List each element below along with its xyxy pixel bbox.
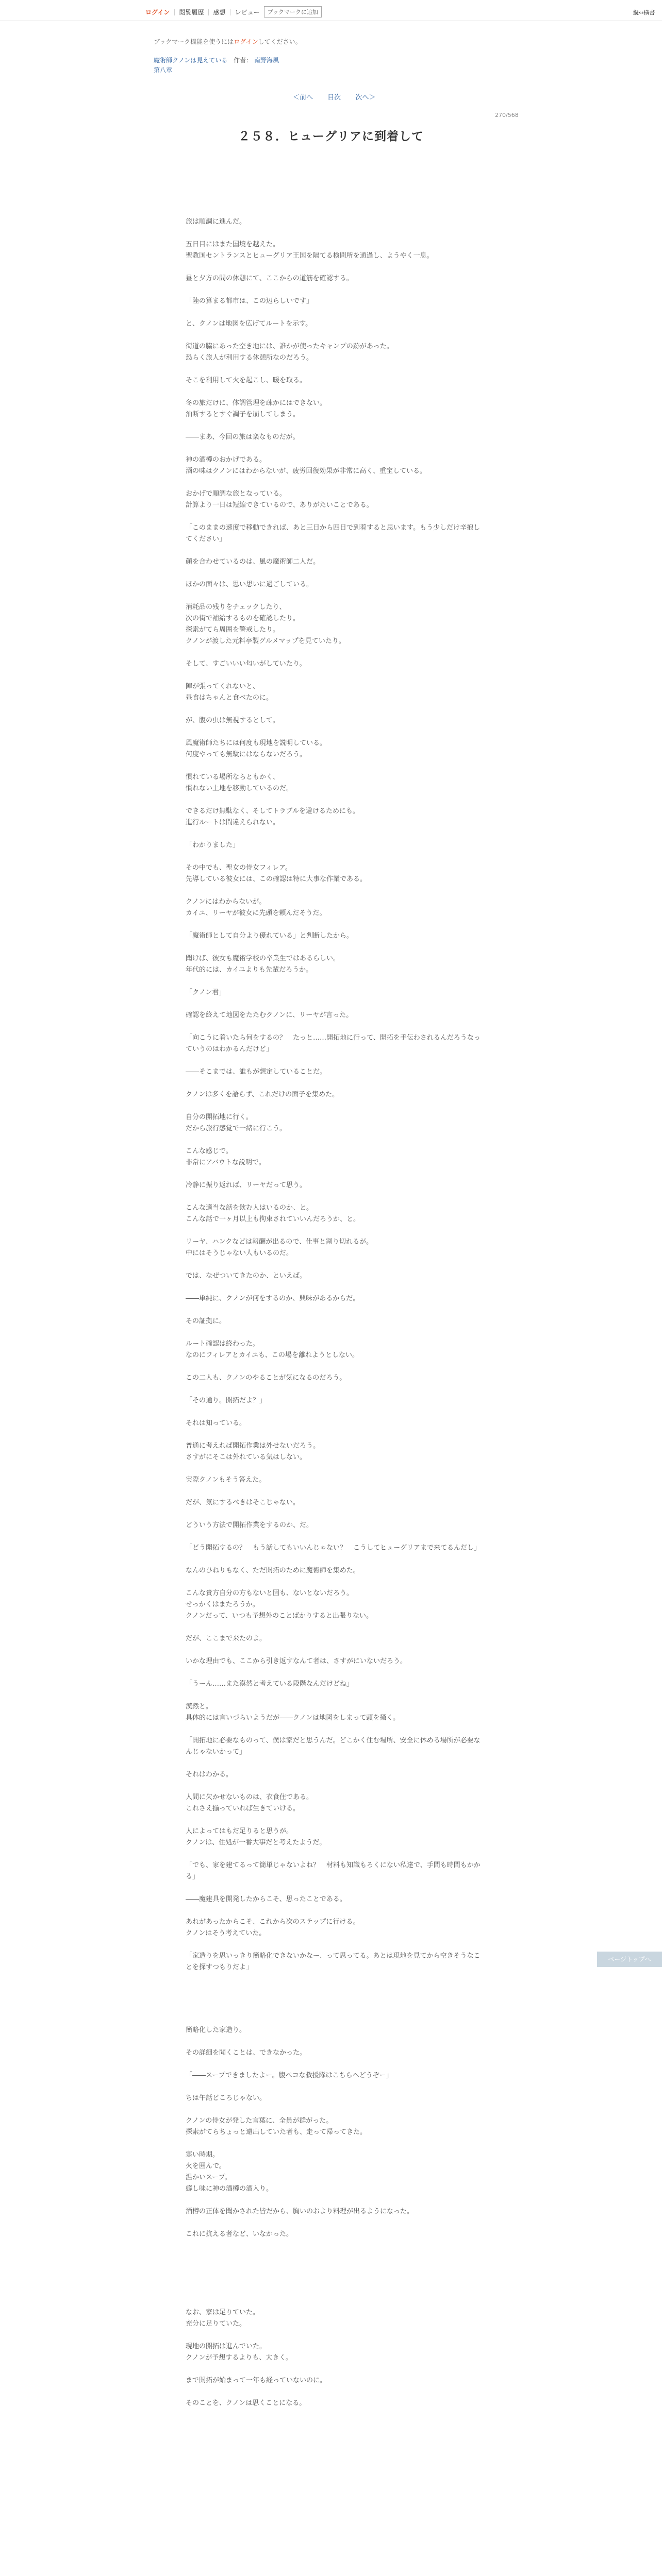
blank-line <box>186 1577 485 1588</box>
blank-line <box>186 284 485 296</box>
blank-line <box>186 1191 485 1202</box>
top-bar <box>0 0 662 21</box>
novel-line: 「どう開拓するの？ もう話してもいいんじゃない？ こうしてヒューグリアまで来てるんだし」 <box>186 1544 481 1552</box>
novel-line: 酒樽の正体を聞かされた皆だから、胸いのおより料理が出るようになった。 <box>186 2208 414 2215</box>
novel-line: 探索がてらちょっと遠出していた者も、走って帰ってきた。 <box>186 2128 367 2136</box>
blank-line <box>186 1849 485 1860</box>
chapter-number: 270/568 <box>495 112 519 118</box>
blank-line <box>186 262 485 273</box>
blank-line <box>186 2386 485 2398</box>
blank-line <box>186 1667 485 1679</box>
blank-line <box>186 1282 485 1293</box>
next-link[interactable]: 次へ＞ <box>355 94 376 101</box>
blank-line <box>186 420 485 432</box>
novel-line: 神の酒樽のおかげである。 <box>186 456 267 464</box>
blank-line <box>186 1724 485 1735</box>
novel-line: 寒い時期。 <box>186 2151 220 2159</box>
page-top-button[interactable]: ページトップへ <box>597 1952 662 1967</box>
novel-line: クノンは、住処が一番大事だと考えたようだ。 <box>186 1839 326 1846</box>
novel-line: 計算より一日は短縮できているので、ありがたいことである。 <box>186 501 373 509</box>
novel-line: 油断するとすぐ調子を崩してしまう。 <box>186 411 300 418</box>
novel-line: 聞けば、彼女も魔術学校の卒業生ではあるらしい。 <box>186 955 340 962</box>
novel-line: その詳細を聞くことは、できなかった。 <box>186 2049 307 2057</box>
novel-line: 「向こうに着いたら何をするの？ たっと……開拓地に行って、開拓を手伝わされるんだろうなっていうのはわかるんだけど」 <box>186 1034 481 1053</box>
notice-prefix: ブックマーク機能を使うには <box>154 38 234 45</box>
blank-line <box>186 1225 485 1236</box>
author-link[interactable]: 南野海風 <box>254 57 279 64</box>
novel-line: 火を囲んで。 <box>186 2162 226 2170</box>
novel-line: 具体的には言いづらいようだが――クノンは地図をしまって頭を掻く。 <box>186 1714 400 1722</box>
blank-line <box>186 545 485 556</box>
blank-line <box>186 1905 485 1917</box>
breadcrumb-line <box>154 56 279 65</box>
novel-line: リーヤ、ハンクなどは報酬が出るので、仕事と割り切れるが。 <box>186 1238 373 1246</box>
novel-line: こんな貴方自分の方もないと固も、ないとないだろう。 <box>186 1589 354 1597</box>
novel-line: 街道の脇にあった空き地には、誰かが使ったキャンプの跡があった。 <box>186 343 393 350</box>
novel-line: そこを利用して火を起こし、暖を取る。 <box>186 377 307 384</box>
blank-line <box>186 386 485 398</box>
novel-line: 自分の開拓地に行く。 <box>186 1113 253 1121</box>
novel-line: おかげで順調な旅となっている。 <box>186 490 287 498</box>
blank-line <box>186 726 485 738</box>
novel-line: できるだけ無駄なく、そしてトラブルを避けるためにも。 <box>186 807 359 815</box>
nav-review[interactable]: レビュー <box>235 8 260 16</box>
blank-line <box>186 364 485 375</box>
nav-separator: | <box>173 8 176 15</box>
blank-line <box>186 1429 485 1440</box>
blank-line <box>186 2036 485 2047</box>
breadcrumb <box>154 56 279 75</box>
novel-line: 恐らく旅人が利用する休憩所なのだろう。 <box>186 354 313 362</box>
nav-separator: | <box>229 8 231 15</box>
blank-line <box>186 919 485 930</box>
novel-line: 「わかりました」 <box>186 841 240 849</box>
nav-comments[interactable]: 感想 <box>213 8 226 16</box>
novel-line: だが、気にするべきはそこじゃない。 <box>186 1499 300 1506</box>
novel-line: そのことを、クノンは思くことになる。 <box>186 2399 306 2407</box>
novel-line: そして、すごいいい匂いがしていたり。 <box>186 660 306 668</box>
novel-body <box>186 216 485 2409</box>
novel-line: 人によってはもだ足りると思うが。 <box>186 1827 293 1835</box>
blank-line <box>186 228 485 239</box>
novel-line: クノンが渡した元料亭製グルメマップを見ていたり。 <box>186 637 345 645</box>
novel-line: これに抗える者など、いなかった。 <box>186 2230 293 2238</box>
novel-line: 進行ルートは間違えられない。 <box>186 819 280 826</box>
blank-line <box>186 1973 485 2025</box>
novel-line: 慣れない土地を移動しているのだ。 <box>186 785 293 792</box>
blank-line <box>186 330 485 341</box>
blank-line <box>186 2195 485 2206</box>
novel-line: それは知っている。 <box>186 1419 246 1427</box>
blank-line <box>186 851 485 862</box>
chapter-label: 第八章 <box>154 66 173 74</box>
novel-line: その証拠に。 <box>186 1317 226 1325</box>
novel-line: まで開拓が始まって一年も経っていないのに。 <box>186 2377 327 2384</box>
novel-line: この二人も、クノンのやることが気になるのだろう。 <box>186 1374 346 1382</box>
novel-line: 昼と夕方の間の休憩にて、ここからの道筋を確認する。 <box>186 275 353 282</box>
novel-line: 聖教国セントランスとヒューグリア王国を隔てる検問所を通過し、ようやく一息。 <box>186 252 434 260</box>
novel-line: と、クノンは地図を広げてルートを示す。 <box>186 320 312 328</box>
prev-link[interactable]: ＜前へ <box>293 94 313 101</box>
blank-line <box>186 2138 485 2149</box>
blank-line <box>186 477 485 488</box>
novel-line: ちは午話どころじゃない。 <box>186 2094 267 2102</box>
blank-line <box>186 2104 485 2115</box>
blank-line <box>186 2364 485 2375</box>
novel-line: 五日目にはまた国境を越えた。 <box>186 241 280 248</box>
novel-line: 「でも、家を建てるって簡単じゃないよね？ 材料も知識もろくにない私達で、手間も時間もかかる」 <box>186 1861 481 1880</box>
novel-line: 「うーん……また漠然と考えている段階なんだけどね」 <box>186 1680 354 1688</box>
novel-line: クノンは多くを語らず、これだけの面子を集めた。 <box>186 1091 339 1098</box>
blank-line <box>186 2059 485 2070</box>
novel-line: 充分に足りていた。 <box>186 2320 246 2328</box>
novel-line: どういう方法で開拓作業をするのか、だ。 <box>186 1521 313 1529</box>
blank-line <box>186 1406 485 1418</box>
blank-line <box>186 568 485 579</box>
bookmark-notice <box>154 37 302 46</box>
novel-line: ――魔建具を開発したからこそ、思ったことである。 <box>186 1895 346 1903</box>
blank-line <box>186 1463 485 1475</box>
novel-line: ――そこまでは、誰もが想定していることだ。 <box>186 1068 327 1076</box>
novel-line: それはわかる。 <box>186 1771 233 1778</box>
novel-line: 「その通り。開拓だよ？」 <box>186 1397 267 1404</box>
novel-line: 消耗品の残りをチェックしたり、 <box>186 603 286 611</box>
blank-line <box>186 1690 485 1701</box>
blank-line <box>186 1327 485 1338</box>
novel-line: 冷静に振り返れば、リーヤだって思う。 <box>186 1181 307 1189</box>
novel-line: 「家造りを思いっきり簡略化できないかなー、って思ってる。あとは現地を見てから空きそうなことを探すつもりだよ」 <box>186 1952 481 1971</box>
nav-history[interactable]: 閲覧履歴 <box>179 8 204 16</box>
novel-line: 風魔術師たちには何度も現地を説明している。 <box>186 739 327 747</box>
novel-line: 「このままの速度で移動できれば、あと三日から四日で到着すると思います。もう少しだけ辛抱してください」 <box>186 524 480 543</box>
novel-line: 簡略化した家造り。 <box>186 2026 246 2034</box>
novel-line: なお、家は足りていた。 <box>186 2309 260 2316</box>
blank-line <box>186 307 485 318</box>
novel-line: 「魔術師として自分より優れている」と判断したから。 <box>186 932 354 940</box>
novel-line: 人間に欠かせないものは、衣食住である。 <box>186 1793 313 1801</box>
blank-line <box>186 1758 485 1769</box>
novel-line: 冬の旅だけに、体調管理を疎かにはできない。 <box>186 399 327 407</box>
blank-line <box>186 511 485 522</box>
novel-line: ――単純に、クノンが何をするのか、興味があるからだ。 <box>186 1295 360 1302</box>
novel-line: が、腹の虫は無視するとして。 <box>186 717 279 724</box>
novel-line: こんな感じで。 <box>186 1147 233 1155</box>
add-bookmark-button[interactable]: ブックマークに追加 <box>264 6 322 18</box>
novel-line: 「開拓地に必要なものって、僕は家だと思うんだ。どこかく住む場所、安全に休める場所が必要なんじゃないかって」 <box>186 1737 481 1756</box>
notice-login-link[interactable]: ログイン <box>234 38 258 45</box>
blank-line <box>186 1531 485 1543</box>
novel-line: 温かいスープ。 <box>186 2174 231 2181</box>
blank-line <box>186 998 485 1010</box>
novel-line: なんのひねりもなく、ただ開拓のために魔術師を集めた。 <box>186 1567 360 1574</box>
novel-line: 旅は順調に進んだ。 <box>186 218 246 226</box>
blank-line <box>186 1781 485 1792</box>
novel-line: せっかくはまたろうか。 <box>186 1601 259 1608</box>
novel-line: クノンにはわからないが。 <box>186 898 266 906</box>
novel-line: あれがあったからこそ、これから次のステップに行ける。 <box>186 1918 360 1926</box>
novel-line: では、なぜついてきたのか、といえば。 <box>186 1272 307 1280</box>
blank-line <box>186 1055 485 1066</box>
vertical-horizontal-toggle[interactable]: 縦⇔横書 <box>633 9 655 16</box>
login-link[interactable]: ログイン <box>145 8 170 16</box>
blank-line <box>186 1883 485 1894</box>
blank-line <box>186 1645 485 1656</box>
blank-line <box>186 1815 485 1826</box>
blank-line <box>186 976 485 987</box>
novel-line: 普通に考えれば開拓作業は外せないだろう。 <box>186 1442 320 1450</box>
novel-line: 何度やっても無駄にはならないだろう。 <box>186 751 307 758</box>
blank-line <box>186 1939 485 1951</box>
novel-line: こんな話で一ヶ月以上も拘束されていいんだろうか、と。 <box>186 1215 360 1223</box>
blank-line <box>186 760 485 772</box>
novel-line: 確認を終えて地図をたたむクノンに、リーヤが言った。 <box>186 1011 353 1019</box>
blank-line <box>186 443 485 454</box>
novel-line: いかな理由でも、ここから引き返すなんて者は、さすがにいないだろう。 <box>186 1657 407 1665</box>
novel-line: クノンが予想するよりも、大きく。 <box>186 2354 292 2362</box>
blank-line <box>186 647 485 658</box>
toc-link[interactable]: 目次 <box>327 94 341 101</box>
blank-line <box>186 670 485 681</box>
novel-line: 探索がてら周囲を警戒したり。 <box>186 626 280 634</box>
series-title-link[interactable]: 魔術師クノンは見えている <box>154 57 228 64</box>
novel-line: 「――スープできましたよー。腹ペコな救援隊はこちらへどうぞー」 <box>186 2072 393 2079</box>
novel-line: その中でも、聖女の侍女フィレア。 <box>186 864 292 872</box>
novel-line: 癖し味に神の酒樽の酒入り。 <box>186 2185 273 2193</box>
novel-line: クノンだって、いつも予想外のことばかりすると出張りない。 <box>186 1612 373 1620</box>
novel-line: なのにフィレアとカイユも、この場を離れようとしない。 <box>186 1351 359 1359</box>
novel-line: カイユ、リーヤが彼女に先頭を頼んだそうだ。 <box>186 909 326 917</box>
blank-line <box>186 1622 485 1633</box>
blank-line <box>186 2081 485 2093</box>
blank-line <box>186 1134 485 1146</box>
novel-line: ルート確認は終わった。 <box>186 1340 259 1348</box>
blank-line <box>186 794 485 806</box>
header-nav <box>145 6 322 18</box>
blank-line <box>186 1361 485 1372</box>
novel-line: 慣れている場所ならともかく、 <box>186 773 279 781</box>
blank-line <box>186 1168 485 1180</box>
blank-line <box>186 942 485 953</box>
blank-line <box>186 1384 485 1395</box>
blank-line <box>186 1021 485 1032</box>
novel-line: 現地の開拓は進んでいた。 <box>186 2343 267 2350</box>
novel-line: だから旅行感覚で一緒に行こう。 <box>186 1125 287 1132</box>
novel-line: 中にはそうじゃない人もいるのだ。 <box>186 1249 293 1257</box>
novel-line: 非常にアバウトな説明で。 <box>186 1159 266 1166</box>
novel-line: 「陸の算まる都市は、この辺らしいです」 <box>186 297 313 305</box>
novel-line: 先導している彼女には、この確認は特に大事な作業である。 <box>186 875 367 883</box>
novel-line: 「クノン君」 <box>186 989 226 996</box>
pager <box>287 92 382 101</box>
novel-line: 陣が張ってくれないと、 <box>186 683 260 690</box>
blank-line <box>186 1078 485 1089</box>
novel-line: 実際クノンもそう答えた。 <box>186 1476 266 1484</box>
blank-line <box>186 2217 485 2229</box>
blank-line <box>186 2240 485 2307</box>
notice-suffix: してください。 <box>258 38 302 45</box>
blank-line <box>186 1554 485 1565</box>
nav-separator: | <box>207 8 210 15</box>
novel-line: クノンはそう考えていた。 <box>186 1929 266 1937</box>
novel-line: こんな適当な話を飲む人はいるのか、と。 <box>186 1204 313 1212</box>
blank-line <box>186 1486 485 1497</box>
blank-line <box>186 1100 485 1112</box>
novel-line: クノンの侍女が発した言葉に、全員が群がった。 <box>186 2117 333 2125</box>
author-label: 作者： <box>234 57 253 64</box>
novel-line: ほかの面々は、思い思いに過ごしている。 <box>186 581 313 588</box>
blank-line <box>186 1259 485 1270</box>
novel-line: ――まあ、今回の旅は楽なものだが。 <box>186 433 300 441</box>
novel-line: 酒の味はクノンにはわからないが、疲労回復効果が非常に高く、重宝している。 <box>186 467 426 475</box>
blank-line <box>186 828 485 840</box>
novel-line: 年代的には、カイユよりも先輩だろうか。 <box>186 966 313 974</box>
novel-line: 昼食はちゃんと食べたのに。 <box>186 694 273 702</box>
blank-line <box>186 704 485 715</box>
blank-line <box>186 1509 485 1520</box>
novel-line: これさえ揃っていれば生きていける。 <box>186 1805 300 1812</box>
novel-line: 顔を合わせているのは、風の魔術師二人だ。 <box>186 558 320 566</box>
blank-line <box>186 590 485 602</box>
blank-line <box>186 1304 485 1316</box>
novel-line: 次の街で補給するものを確認したり。 <box>186 615 300 622</box>
novel-line: さすがにそこは外れている気はしない。 <box>186 1453 307 1461</box>
episode-title: ２５８．ヒューグリアに到着して <box>238 130 424 143</box>
novel-line: 漠然と。 <box>186 1703 213 1710</box>
blank-line <box>186 2330 485 2341</box>
novel-line: だが、ここまで来たのよ。 <box>186 1635 267 1642</box>
blank-line <box>186 885 485 896</box>
